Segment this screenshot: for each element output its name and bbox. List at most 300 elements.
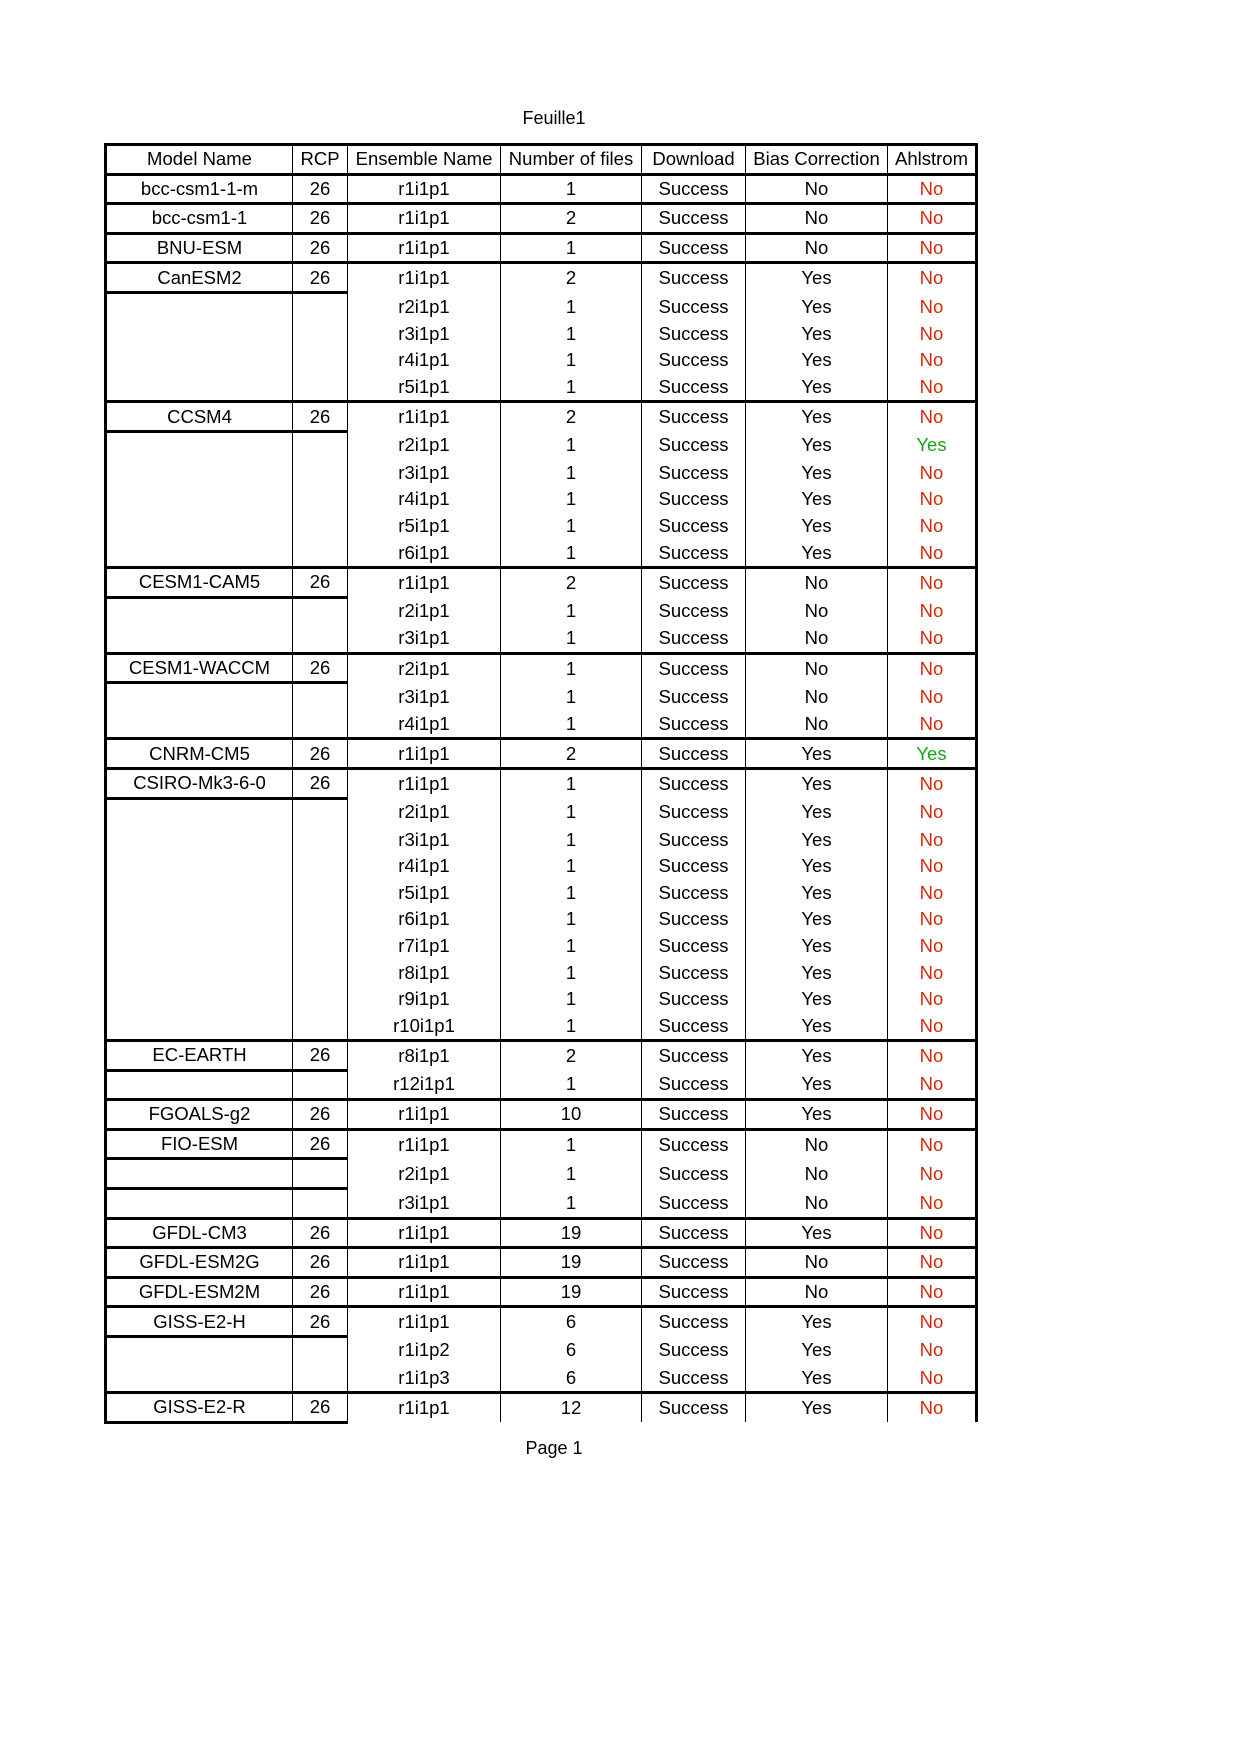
model-name-cell bbox=[106, 986, 293, 1013]
col-header-download: Download bbox=[642, 145, 746, 175]
model-name-cell bbox=[106, 321, 293, 348]
ahlstrom-cell: No bbox=[888, 597, 977, 625]
ahlstrom-cell: No bbox=[888, 1100, 977, 1130]
download-status-cell: Success bbox=[642, 826, 746, 853]
ahlstrom-cell: No bbox=[888, 1336, 977, 1364]
download-status-cell: Success bbox=[642, 1393, 746, 1423]
rcp-cell bbox=[293, 460, 348, 487]
model-name-cell: CESM1-CAM5 bbox=[106, 567, 293, 597]
col-header-model-name: Model Name bbox=[106, 145, 293, 175]
number-of-files-cell: 19 bbox=[501, 1277, 642, 1307]
table-row bbox=[106, 263, 977, 293]
col-header-number-of-files: Number of files bbox=[501, 145, 642, 175]
table-row bbox=[106, 402, 977, 432]
ahlstrom-cell: No bbox=[888, 1248, 977, 1278]
rcp-cell: 26 bbox=[293, 1248, 348, 1278]
ahlstrom-cell: No bbox=[888, 1070, 977, 1100]
page-footer: Page 1 bbox=[525, 1438, 583, 1458]
col-header-ahlstrom: Ahlstrom bbox=[888, 145, 977, 175]
number-of-files-cell: 1 bbox=[501, 1070, 642, 1100]
rcp-cell: 26 bbox=[293, 1129, 348, 1159]
table-row bbox=[106, 1393, 977, 1423]
bias-correction-cell: Yes bbox=[746, 826, 888, 853]
table-row bbox=[106, 853, 977, 880]
rcp-cell bbox=[293, 986, 348, 1013]
table-row bbox=[106, 739, 977, 769]
download-status-cell: Success bbox=[642, 906, 746, 933]
number-of-files-cell: 19 bbox=[501, 1248, 642, 1278]
download-status-cell: Success bbox=[642, 683, 746, 711]
number-of-files-cell: 1 bbox=[501, 174, 642, 204]
bias-correction-cell: Yes bbox=[746, 906, 888, 933]
bias-correction-cell: Yes bbox=[746, 431, 888, 459]
ensemble-name-cell: r1i1p1 bbox=[348, 1248, 501, 1278]
bias-correction-cell: Yes bbox=[746, 539, 888, 567]
number-of-files-cell: 1 bbox=[501, 683, 642, 711]
ahlstrom-cell: Yes bbox=[888, 739, 977, 769]
number-of-files-cell: 2 bbox=[501, 402, 642, 432]
ensemble-name-cell: r1i1p1 bbox=[348, 1277, 501, 1307]
table-row bbox=[106, 933, 977, 960]
rcp-cell bbox=[293, 1159, 348, 1189]
table-row bbox=[106, 347, 977, 374]
bias-correction-cell: Yes bbox=[746, 1218, 888, 1248]
model-name-cell bbox=[106, 1159, 293, 1189]
ensemble-name-cell: r3i1p1 bbox=[348, 625, 501, 653]
rcp-cell: 26 bbox=[293, 402, 348, 432]
download-status-cell: Success bbox=[642, 1159, 746, 1189]
model-name-cell bbox=[106, 625, 293, 653]
model-name-cell: FIO-ESM bbox=[106, 1129, 293, 1159]
number-of-files-cell: 1 bbox=[501, 321, 642, 348]
ahlstrom-cell: No bbox=[888, 486, 977, 513]
rcp-cell: 26 bbox=[293, 1307, 348, 1337]
download-status-cell: Success bbox=[642, 933, 746, 960]
table-row bbox=[106, 1041, 977, 1071]
download-status-cell: Success bbox=[642, 1100, 746, 1130]
rcp-cell bbox=[293, 431, 348, 459]
ahlstrom-cell: No bbox=[888, 933, 977, 960]
rcp-cell: 26 bbox=[293, 653, 348, 683]
ahlstrom-cell: No bbox=[888, 1188, 977, 1218]
ensemble-name-cell: r2i1p1 bbox=[348, 653, 501, 683]
model-name-cell bbox=[106, 486, 293, 513]
ensemble-name-cell: r8i1p1 bbox=[348, 959, 501, 986]
ensemble-name-cell: r2i1p1 bbox=[348, 597, 501, 625]
ensemble-name-cell: r1i1p1 bbox=[348, 1393, 501, 1423]
bias-correction-cell: No bbox=[746, 625, 888, 653]
rcp-cell: 26 bbox=[293, 263, 348, 293]
model-name-cell bbox=[106, 292, 293, 320]
ensemble-name-cell: r4i1p1 bbox=[348, 853, 501, 880]
download-status-cell: Success bbox=[642, 1041, 746, 1071]
download-status-cell: Success bbox=[642, 597, 746, 625]
rcp-cell bbox=[293, 1365, 348, 1393]
rcp-cell bbox=[293, 906, 348, 933]
rcp-cell: 26 bbox=[293, 1393, 348, 1423]
rcp-cell bbox=[293, 347, 348, 374]
rcp-cell bbox=[293, 374, 348, 402]
download-status-cell: Success bbox=[642, 1070, 746, 1100]
ensemble-name-cell: r1i1p1 bbox=[348, 233, 501, 263]
download-status-cell: Success bbox=[642, 486, 746, 513]
download-status-cell: Success bbox=[642, 204, 746, 234]
number-of-files-cell: 2 bbox=[501, 263, 642, 293]
ahlstrom-cell: No bbox=[888, 402, 977, 432]
model-name-cell bbox=[106, 683, 293, 711]
bias-correction-cell: Yes bbox=[746, 347, 888, 374]
download-status-cell: Success bbox=[642, 263, 746, 293]
ensemble-name-cell: r3i1p1 bbox=[348, 683, 501, 711]
number-of-files-cell: 1 bbox=[501, 1129, 642, 1159]
download-status-cell: Success bbox=[642, 625, 746, 653]
bias-correction-cell: Yes bbox=[746, 321, 888, 348]
download-status-cell: Success bbox=[642, 1218, 746, 1248]
download-status-cell: Success bbox=[642, 1188, 746, 1218]
rcp-cell bbox=[293, 292, 348, 320]
table-row bbox=[106, 321, 977, 348]
ahlstrom-cell: No bbox=[888, 513, 977, 540]
ensemble-name-cell: r1i1p2 bbox=[348, 1336, 501, 1364]
bias-correction-cell: No bbox=[746, 567, 888, 597]
ensemble-name-cell: r7i1p1 bbox=[348, 933, 501, 960]
table-row bbox=[106, 513, 977, 540]
ahlstrom-cell: No bbox=[888, 986, 977, 1013]
ahlstrom-cell: No bbox=[888, 711, 977, 739]
number-of-files-cell: 1 bbox=[501, 431, 642, 459]
table-row bbox=[106, 683, 977, 711]
model-name-cell: bcc-csm1-1 bbox=[106, 204, 293, 234]
rcp-cell bbox=[293, 798, 348, 826]
ensemble-name-cell: r9i1p1 bbox=[348, 986, 501, 1013]
rcp-cell: 26 bbox=[293, 174, 348, 204]
model-name-cell bbox=[106, 1188, 293, 1218]
rcp-cell: 26 bbox=[293, 204, 348, 234]
bias-correction-cell: Yes bbox=[746, 374, 888, 402]
ahlstrom-cell: No bbox=[888, 539, 977, 567]
table-row bbox=[106, 1070, 977, 1100]
download-status-cell: Success bbox=[642, 739, 746, 769]
ensemble-name-cell: r1i1p3 bbox=[348, 1365, 501, 1393]
model-name-cell bbox=[106, 1012, 293, 1040]
download-status-cell: Success bbox=[642, 460, 746, 487]
ahlstrom-cell: No bbox=[888, 1218, 977, 1248]
table-row bbox=[106, 567, 977, 597]
download-status-cell: Success bbox=[642, 539, 746, 567]
number-of-files-cell: 2 bbox=[501, 567, 642, 597]
bias-correction-cell: No bbox=[746, 683, 888, 711]
download-status-cell: Success bbox=[642, 959, 746, 986]
number-of-files-cell: 1 bbox=[501, 959, 642, 986]
ensemble-name-cell: r3i1p1 bbox=[348, 321, 501, 348]
ensemble-name-cell: r3i1p1 bbox=[348, 460, 501, 487]
ensemble-name-cell: r3i1p1 bbox=[348, 826, 501, 853]
model-name-cell: EC-EARTH bbox=[106, 1041, 293, 1071]
ahlstrom-cell: No bbox=[888, 1393, 977, 1423]
model-name-cell bbox=[106, 1365, 293, 1393]
ensemble-name-cell: r1i1p1 bbox=[348, 1218, 501, 1248]
ensemble-name-cell: r1i1p1 bbox=[348, 567, 501, 597]
number-of-files-cell: 1 bbox=[501, 292, 642, 320]
ensemble-name-cell: r1i1p1 bbox=[348, 1129, 501, 1159]
table-row bbox=[106, 539, 977, 567]
model-name-cell bbox=[106, 879, 293, 906]
download-status-cell: Success bbox=[642, 374, 746, 402]
bias-correction-cell: No bbox=[746, 1188, 888, 1218]
ahlstrom-cell: No bbox=[888, 347, 977, 374]
download-status-cell: Success bbox=[642, 431, 746, 459]
model-name-cell bbox=[106, 597, 293, 625]
model-name-cell bbox=[106, 959, 293, 986]
number-of-files-cell: 1 bbox=[501, 539, 642, 567]
table-row bbox=[106, 879, 977, 906]
rcp-cell bbox=[293, 597, 348, 625]
bias-correction-cell: No bbox=[746, 174, 888, 204]
bias-correction-cell: Yes bbox=[746, 959, 888, 986]
table-row bbox=[106, 1277, 977, 1307]
ahlstrom-cell: No bbox=[888, 625, 977, 653]
bias-correction-cell: Yes bbox=[746, 402, 888, 432]
ensemble-name-cell: r6i1p1 bbox=[348, 906, 501, 933]
bias-correction-cell: No bbox=[746, 1277, 888, 1307]
number-of-files-cell: 1 bbox=[501, 933, 642, 960]
model-name-cell: GFDL-ESM2G bbox=[106, 1248, 293, 1278]
data-table bbox=[104, 143, 978, 1424]
number-of-files-cell: 1 bbox=[501, 798, 642, 826]
rcp-cell bbox=[293, 1012, 348, 1040]
ensemble-name-cell: r4i1p1 bbox=[348, 486, 501, 513]
model-name-cell: GISS-E2-H bbox=[106, 1307, 293, 1337]
bias-correction-cell: Yes bbox=[746, 853, 888, 880]
model-name-cell bbox=[106, 906, 293, 933]
rcp-cell bbox=[293, 539, 348, 567]
bias-correction-cell: Yes bbox=[746, 263, 888, 293]
model-name-cell: CESM1-WACCM bbox=[106, 653, 293, 683]
download-status-cell: Success bbox=[642, 1277, 746, 1307]
number-of-files-cell: 6 bbox=[501, 1365, 642, 1393]
bias-correction-cell: No bbox=[746, 1159, 888, 1189]
ensemble-name-cell: r3i1p1 bbox=[348, 1188, 501, 1218]
bias-correction-cell: Yes bbox=[746, 1041, 888, 1071]
number-of-files-cell: 19 bbox=[501, 1218, 642, 1248]
download-status-cell: Success bbox=[642, 1365, 746, 1393]
ensemble-name-cell: r2i1p1 bbox=[348, 431, 501, 459]
number-of-files-cell: 1 bbox=[501, 879, 642, 906]
ensemble-name-cell: r1i1p1 bbox=[348, 204, 501, 234]
download-status-cell: Success bbox=[642, 798, 746, 826]
model-name-cell: CSIRO-Mk3-6-0 bbox=[106, 769, 293, 799]
bias-correction-cell: Yes bbox=[746, 1070, 888, 1100]
ensemble-name-cell: r1i1p1 bbox=[348, 769, 501, 799]
download-status-cell: Success bbox=[642, 1336, 746, 1364]
ensemble-name-cell: r4i1p1 bbox=[348, 347, 501, 374]
table-row bbox=[106, 233, 977, 263]
ahlstrom-cell: No bbox=[888, 174, 977, 204]
number-of-files-cell: 10 bbox=[501, 1100, 642, 1130]
rcp-cell bbox=[293, 853, 348, 880]
bias-correction-cell: Yes bbox=[746, 1336, 888, 1364]
bias-correction-cell: Yes bbox=[746, 769, 888, 799]
table-row bbox=[106, 292, 977, 320]
table-row bbox=[106, 1159, 977, 1189]
header-row bbox=[106, 145, 977, 175]
rcp-cell bbox=[293, 1070, 348, 1100]
bias-correction-cell: Yes bbox=[746, 1012, 888, 1040]
ahlstrom-cell: No bbox=[888, 1159, 977, 1189]
model-name-cell: CCSM4 bbox=[106, 402, 293, 432]
rcp-cell bbox=[293, 625, 348, 653]
model-name-cell bbox=[106, 798, 293, 826]
ahlstrom-cell: No bbox=[888, 204, 977, 234]
number-of-files-cell: 1 bbox=[501, 826, 642, 853]
bias-correction-cell: Yes bbox=[746, 739, 888, 769]
number-of-files-cell: 1 bbox=[501, 1012, 642, 1040]
bias-correction-cell: Yes bbox=[746, 1365, 888, 1393]
download-status-cell: Success bbox=[642, 1129, 746, 1159]
ahlstrom-cell: No bbox=[888, 263, 977, 293]
table-row bbox=[106, 460, 977, 487]
ahlstrom-cell: No bbox=[888, 233, 977, 263]
bias-correction-cell: No bbox=[746, 711, 888, 739]
model-name-cell bbox=[106, 513, 293, 540]
model-name-cell: GFDL-CM3 bbox=[106, 1218, 293, 1248]
bias-correction-cell: No bbox=[746, 233, 888, 263]
sheet-title: Feuille1 bbox=[522, 108, 586, 128]
ensemble-name-cell: r2i1p1 bbox=[348, 1159, 501, 1189]
model-name-cell: FGOALS-g2 bbox=[106, 1100, 293, 1130]
ahlstrom-cell: No bbox=[888, 292, 977, 320]
rcp-cell bbox=[293, 321, 348, 348]
download-status-cell: Success bbox=[642, 653, 746, 683]
ensemble-name-cell: r5i1p1 bbox=[348, 374, 501, 402]
ensemble-name-cell: r1i1p1 bbox=[348, 263, 501, 293]
table-row bbox=[106, 826, 977, 853]
table-row bbox=[106, 204, 977, 234]
rcp-cell bbox=[293, 879, 348, 906]
bias-correction-cell: Yes bbox=[746, 798, 888, 826]
model-name-cell bbox=[106, 933, 293, 960]
ahlstrom-cell: Yes bbox=[888, 431, 977, 459]
bias-correction-cell: Yes bbox=[746, 986, 888, 1013]
table-row bbox=[106, 1365, 977, 1393]
ahlstrom-cell: No bbox=[888, 798, 977, 826]
number-of-files-cell: 6 bbox=[501, 1336, 642, 1364]
rcp-cell: 26 bbox=[293, 1218, 348, 1248]
table-row bbox=[106, 431, 977, 459]
table-row bbox=[106, 986, 977, 1013]
bias-correction-cell: No bbox=[746, 653, 888, 683]
ahlstrom-cell: No bbox=[888, 567, 977, 597]
rcp-cell bbox=[293, 683, 348, 711]
ahlstrom-cell: No bbox=[888, 879, 977, 906]
ensemble-name-cell: r1i1p1 bbox=[348, 739, 501, 769]
number-of-files-cell: 1 bbox=[501, 597, 642, 625]
ensemble-name-cell: r12i1p1 bbox=[348, 1070, 501, 1100]
table-row bbox=[106, 1248, 977, 1278]
bias-correction-cell: Yes bbox=[746, 1100, 888, 1130]
rcp-cell bbox=[293, 959, 348, 986]
model-name-cell: CanESM2 bbox=[106, 263, 293, 293]
table-row bbox=[106, 959, 977, 986]
col-header-rcp: RCP bbox=[293, 145, 348, 175]
ensemble-name-cell: r10i1p1 bbox=[348, 1012, 501, 1040]
number-of-files-cell: 1 bbox=[501, 853, 642, 880]
ensemble-name-cell: r2i1p1 bbox=[348, 292, 501, 320]
table-row bbox=[106, 597, 977, 625]
model-name-cell bbox=[106, 1070, 293, 1100]
bias-correction-cell: Yes bbox=[746, 1393, 888, 1423]
number-of-files-cell: 1 bbox=[501, 625, 642, 653]
ahlstrom-cell: No bbox=[888, 1365, 977, 1393]
ahlstrom-cell: No bbox=[888, 460, 977, 487]
table-row bbox=[106, 906, 977, 933]
number-of-files-cell: 1 bbox=[501, 1159, 642, 1189]
download-status-cell: Success bbox=[642, 174, 746, 204]
model-name-cell: BNU-ESM bbox=[106, 233, 293, 263]
number-of-files-cell: 1 bbox=[501, 986, 642, 1013]
ensemble-name-cell: r5i1p1 bbox=[348, 879, 501, 906]
number-of-files-cell: 2 bbox=[501, 1041, 642, 1071]
download-status-cell: Success bbox=[642, 1248, 746, 1278]
ensemble-name-cell: r1i1p1 bbox=[348, 1100, 501, 1130]
rcp-cell: 26 bbox=[293, 739, 348, 769]
bias-correction-cell: No bbox=[746, 204, 888, 234]
bias-correction-cell: Yes bbox=[746, 933, 888, 960]
bias-correction-cell: Yes bbox=[746, 486, 888, 513]
table-row bbox=[106, 1100, 977, 1130]
download-status-cell: Success bbox=[642, 986, 746, 1013]
table-row bbox=[106, 711, 977, 739]
download-status-cell: Success bbox=[642, 402, 746, 432]
rcp-cell bbox=[293, 711, 348, 739]
table-row bbox=[106, 769, 977, 799]
rcp-cell: 26 bbox=[293, 233, 348, 263]
rcp-cell bbox=[293, 513, 348, 540]
number-of-files-cell: 1 bbox=[501, 1188, 642, 1218]
bias-correction-cell: No bbox=[746, 1129, 888, 1159]
ensemble-name-cell: r1i1p1 bbox=[348, 1307, 501, 1337]
table-row bbox=[106, 374, 977, 402]
ahlstrom-cell: No bbox=[888, 653, 977, 683]
ahlstrom-cell: No bbox=[888, 1129, 977, 1159]
model-name-cell: GISS-E2-R bbox=[106, 1393, 293, 1423]
table-row bbox=[106, 625, 977, 653]
rcp-cell: 26 bbox=[293, 567, 348, 597]
number-of-files-cell: 1 bbox=[501, 460, 642, 487]
model-name-cell bbox=[106, 711, 293, 739]
ahlstrom-cell: No bbox=[888, 374, 977, 402]
bias-correction-cell: Yes bbox=[746, 460, 888, 487]
rcp-cell bbox=[293, 826, 348, 853]
rcp-cell bbox=[293, 486, 348, 513]
table-row bbox=[106, 653, 977, 683]
number-of-files-cell: 1 bbox=[501, 233, 642, 263]
model-name-cell bbox=[106, 374, 293, 402]
download-status-cell: Success bbox=[642, 567, 746, 597]
number-of-files-cell: 1 bbox=[501, 653, 642, 683]
table-row bbox=[106, 174, 977, 204]
ahlstrom-cell: No bbox=[888, 853, 977, 880]
download-status-cell: Success bbox=[642, 879, 746, 906]
rcp-cell: 26 bbox=[293, 1277, 348, 1307]
rcp-cell: 26 bbox=[293, 1100, 348, 1130]
rcp-cell bbox=[293, 1336, 348, 1364]
ahlstrom-cell: No bbox=[888, 1041, 977, 1071]
table-row bbox=[106, 1218, 977, 1248]
model-name-cell bbox=[106, 539, 293, 567]
download-status-cell: Success bbox=[642, 513, 746, 540]
bias-correction-cell: Yes bbox=[746, 292, 888, 320]
